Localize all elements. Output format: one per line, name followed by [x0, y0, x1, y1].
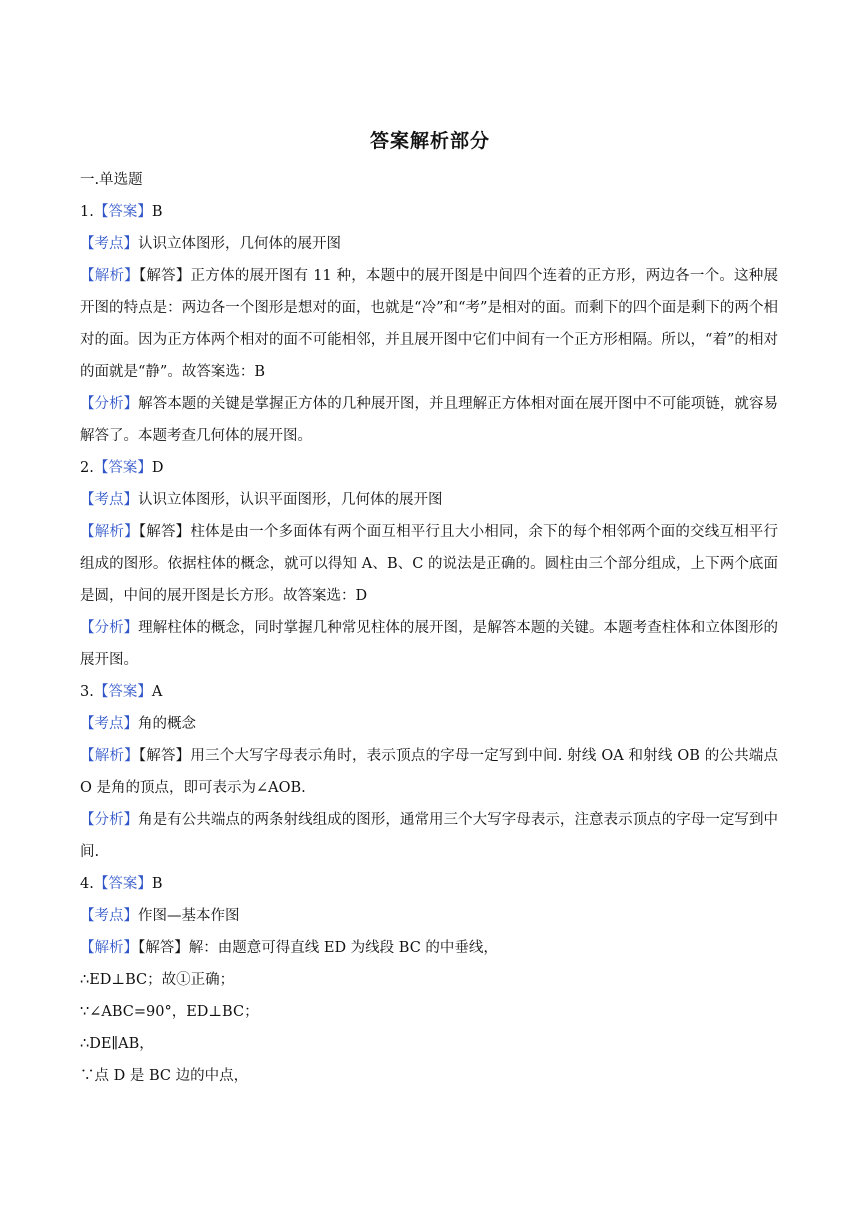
- q2-point-text: 认识立体图形，认识平面图形，几何体的展开图: [138, 492, 443, 508]
- q4-answer-value: B: [151, 876, 163, 892]
- q1-answer-line: [80, 196, 778, 228]
- answer-tag: 【答案】: [93, 204, 152, 220]
- answer-tag: 【答案】: [93, 876, 152, 892]
- fenxi-tag: 【分析】: [80, 396, 139, 412]
- q3-analysis-para: [80, 740, 778, 804]
- q3-fenxi-text: 角是有公共端点的两条射线组成的图形，通常用三个大写字母表示，注意表示顶点的字母一定写到中间.: [80, 812, 778, 860]
- section-heading: 一.单选题: [80, 172, 143, 188]
- q1-number: 1.: [80, 204, 94, 220]
- q2-point-line: [80, 484, 778, 516]
- q4-step-line: ∵点 D 是 BC 边的中点，: [80, 1068, 249, 1084]
- q1-point-text: 认识立体图形，几何体的展开图: [138, 236, 341, 252]
- answer-tag: 【答案】: [93, 460, 152, 476]
- q2-fenxi-para: [80, 612, 778, 676]
- q4-number: 4.: [80, 876, 94, 892]
- q3-fenxi-para: [80, 804, 778, 868]
- q2-answer-value: D: [151, 460, 164, 476]
- q2-fenxi-text: 理解柱体的概念，同时掌握几种常见柱体的展开图，是解答本题的关键。本题考查柱体和立体图形的展开图。: [80, 620, 778, 668]
- q3-analysis-text: 【解答】用三个大写字母表示角时，表示顶点的字母一定写到中间. 射线 OA 和射线 OB 的公共端点 O 是角的顶点，即可表示为∠AOB.: [80, 748, 779, 796]
- q2-analysis-text: 【解答】柱体是由一个多面体有两个面互相平行且大小相同，余下的每个相邻两个面的交线互相平行组成的图形。依据柱体的概念，就可以得知 A、B、C 的说法是正确的。圆柱由三个部分组成，上下两个底面是圆，中间的展开图是长方形。故答案选：D: [80, 524, 779, 604]
- q1-answer-value: B: [151, 204, 163, 220]
- point-tag: 【考点】: [80, 716, 138, 732]
- q3-answer-line: [80, 676, 778, 708]
- answer-content: [80, 164, 778, 1092]
- q2-number: 2.: [80, 460, 94, 476]
- q4-answer-line: [80, 868, 778, 900]
- q1-fenxi-text: 解答本题的关键是掌握正方体的几种展开图，并且理解正方体相对面在展开图中不可能项链，就容易解答了。本题考查几何体的展开图。: [80, 396, 778, 444]
- analysis-tag: 【解析】: [80, 940, 138, 956]
- analysis-tag: 【解析】: [80, 268, 139, 284]
- q3-point-text: 角的概念: [138, 716, 196, 732]
- point-tag: 【考点】: [80, 236, 138, 252]
- q4-analysis-para: [80, 932, 778, 964]
- q4-point-line: [80, 900, 778, 932]
- point-tag: 【考点】: [80, 908, 138, 924]
- q4-analysis-text: 【解答】解：由题意可得直线 ED 为线段 BC 的中垂线，: [138, 940, 498, 956]
- fenxi-tag: 【分析】: [80, 812, 139, 828]
- q1-analysis-para: [80, 260, 778, 388]
- q1-point-line: [80, 228, 778, 260]
- q2-analysis-para: [80, 516, 778, 612]
- answer-tag: 【答案】: [93, 684, 152, 700]
- fenxi-tag: 【分析】: [80, 620, 139, 636]
- analysis-tag: 【解析】: [80, 748, 139, 764]
- q4-step-line: ∴DE∥AB，: [80, 1036, 154, 1052]
- point-tag: 【考点】: [80, 492, 138, 508]
- q4-point-text: 作图—基本作图: [138, 908, 240, 924]
- q3-answer-value: A: [151, 684, 163, 700]
- q2-answer-line: [80, 452, 778, 484]
- analysis-tag: 【解析】: [80, 524, 139, 540]
- page-title: 答案解析部分: [369, 130, 490, 152]
- q3-point-line: [80, 708, 778, 740]
- q4-step-line: ∴ED⊥BC；故①正确；: [80, 972, 235, 988]
- q3-number: 3.: [80, 684, 94, 700]
- q4-step-line: ∵∠ABC=90°，ED⊥BC；: [80, 1004, 259, 1020]
- q1-fenxi-para: [80, 388, 778, 452]
- q1-analysis-text: 【解答】正方体的展开图有 11 种，本题中的展开图是中间四个连着的正方形，两边各一个。这种展开图的特点是：两边各一个图形是想对的面，也就是“冷”和“考”是相对的面。而剩下的四个面是剩下的两个相对的面。因为正方体两个相对的面不可能相邻，并且展开图中它们中间有一个正方形相隔。所以，“着”的相对的面就是“静”。故答案选：B: [80, 268, 778, 380]
